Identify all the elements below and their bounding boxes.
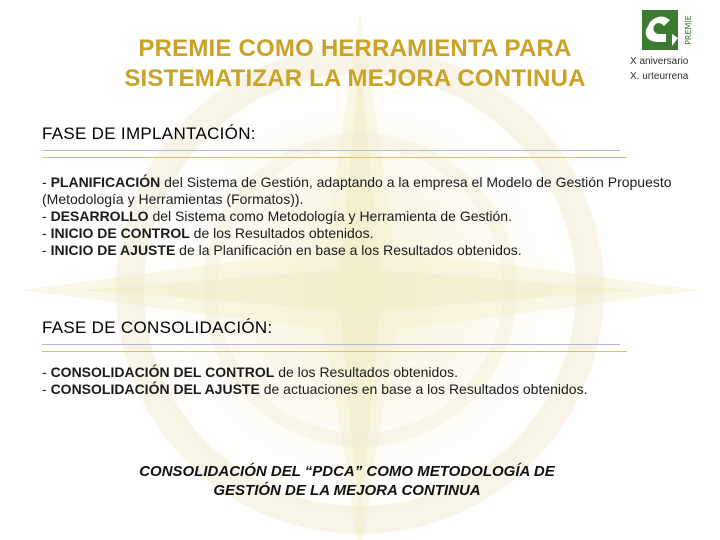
title-line-2: SISTEMATIZAR LA MEJORA CONTINUA [124,65,586,92]
page-title [60,34,650,94]
closing-line-2: GESTIÓN DE LA MEJORA CONTINUA [213,482,481,499]
title-line-1: PREMIE COMO HERRAMIENTA PARA [138,35,572,62]
divider-line [42,150,620,151]
premie-logo [636,4,698,56]
logo-caption [630,54,720,84]
divider-line [42,344,620,345]
list-item-desarrollo: - DESARROLLO del Sistema como Metodología y Herramienta de Gestión. [42,208,512,224]
divider-line [42,351,627,352]
list-item-consolidacion-control: - CONSOLIDACIÓN DEL CONTROL de los Resultados obtenidos. [42,364,458,380]
logo-vertical-text: PREMIE [684,15,693,45]
section-heading-implantacion: FASE DE IMPLANTACIÓN: [42,124,256,143]
divider-line [42,157,627,158]
list-item-consolidacion-ajuste: - CONSOLIDACIÓN DEL AJUSTE de actuaciones en base a los Resultados obtenidos. [42,381,588,397]
section-heading-consolidacion: FASE DE CONSOLIDACIÓN: [42,318,273,337]
list-item-planificacion: - PLANIFICACIÓN del Sistema de Gestión, adaptando a la empresa el Modelo de Gestión Propuesto (Metodología y Herramientas (Formatos)). [42,174,672,207]
closing-statement [72,462,622,500]
consolidacion-list [42,364,702,398]
list-item-inicio-control: - INICIO DE CONTROL de los Resultados obtenidos. [42,225,374,241]
logo-caption-line-1: X aniversario [630,56,689,67]
list-item-inicio-ajuste: - INICIO DE AJUSTE de la Planificación en base a los Resultados obtenidos. [42,242,522,258]
logo-caption-line-2: X. urteurrena [630,71,689,82]
implantacion-list [42,174,702,259]
closing-line-1: CONSOLIDACIÓN DEL “PDCA” COMO METODOLOGÍA DE [139,463,555,480]
